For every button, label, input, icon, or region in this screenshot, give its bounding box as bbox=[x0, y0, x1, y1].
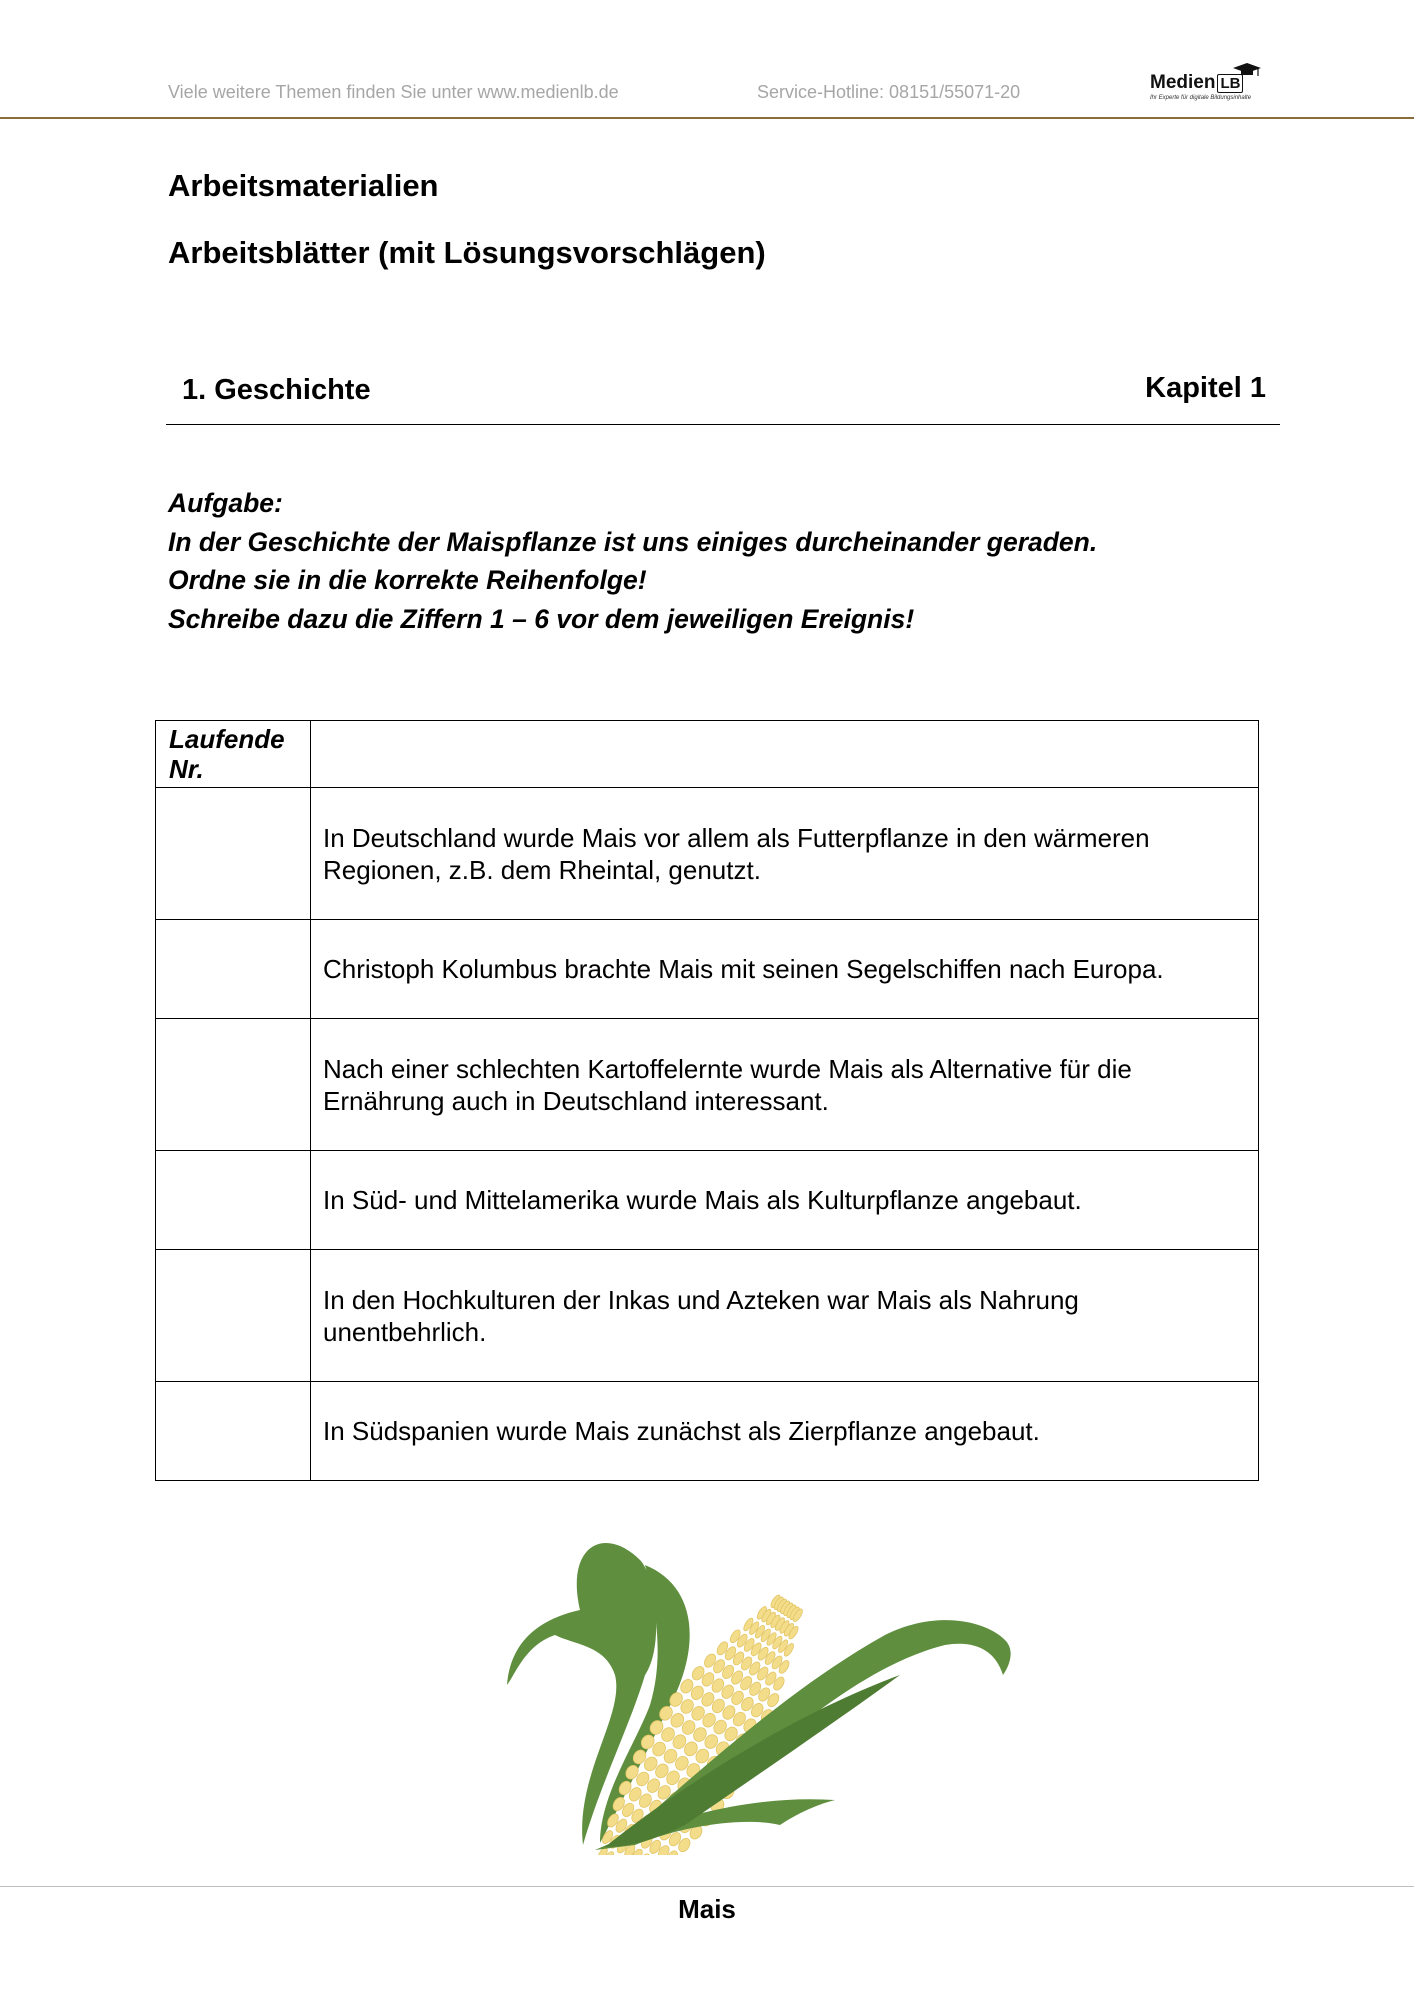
page-subtitle: Arbeitsblätter (mit Lösungsvorschlägen) bbox=[168, 235, 766, 270]
event-text-cell: In Süd- und Mittelamerika wurde Mais als Kulturpflanze angebaut. bbox=[311, 1151, 1259, 1250]
task-line: Ordne sie in die korrekte Reihenfolge! bbox=[168, 565, 647, 595]
section-title: 1. Geschichte bbox=[182, 374, 371, 406]
graduation-cap-icon bbox=[1232, 62, 1262, 78]
header-website-text: Viele weitere Themen finden Sie unter www.medienlb.de bbox=[168, 82, 619, 102]
table-row bbox=[156, 788, 1259, 920]
table-row bbox=[156, 1382, 1259, 1481]
header-cell-text bbox=[311, 721, 1259, 788]
event-text-cell: In den Hochkulturen der Inkas und Azteken war Mais als Nahrung unentbehrlich. bbox=[311, 1250, 1259, 1382]
events-table bbox=[155, 720, 1259, 1481]
order-number-cell[interactable] bbox=[156, 920, 311, 1019]
medienlb-logo bbox=[1150, 62, 1262, 108]
event-text-cell: Christoph Kolumbus brachte Mais mit seinen Segelschiffen nach Europa. bbox=[311, 920, 1259, 1019]
page-title: Arbeitsmaterialien bbox=[168, 168, 439, 203]
order-number-cell[interactable] bbox=[156, 1250, 311, 1382]
footer-divider bbox=[0, 1886, 1414, 1887]
logo-tagline: Ihr Experte für digitale Bildungsinhalte bbox=[1150, 95, 1252, 101]
header-divider bbox=[0, 117, 1414, 119]
table-row bbox=[156, 1250, 1259, 1382]
task-heading: Aufgabe: bbox=[168, 488, 283, 518]
event-text-cell: Nach einer schlechten Kartoffelernte wurde Mais als Alternative für die Ernährung auch in Deutschland interessant. bbox=[311, 1019, 1259, 1151]
footer-title: Mais bbox=[678, 1894, 736, 1924]
event-text-cell: In Südspanien wurde Mais zunächst als Zierpflanze angebaut. bbox=[311, 1382, 1259, 1481]
section-divider bbox=[166, 424, 1280, 425]
table-header-row bbox=[156, 721, 1259, 788]
order-number-cell[interactable] bbox=[156, 1019, 311, 1151]
header-cell-nr: Laufende Nr. bbox=[156, 721, 311, 788]
order-number-cell[interactable] bbox=[156, 788, 311, 920]
corn-cob-icon bbox=[505, 1525, 1035, 1855]
table-row bbox=[156, 1019, 1259, 1151]
header-hotline-text: Service-Hotline: 08151/55071-20 bbox=[757, 82, 1021, 102]
logo-wordmark-suffix: LB bbox=[1217, 74, 1243, 93]
table-row bbox=[156, 920, 1259, 1019]
task-instructions bbox=[168, 484, 1097, 638]
table-row bbox=[156, 1151, 1259, 1250]
chapter-label: Kapitel 1 bbox=[1145, 372, 1266, 404]
task-line: Schreibe dazu die Ziffern 1 – 6 vor dem jeweiligen Ereignis! bbox=[168, 603, 915, 634]
order-number-cell[interactable] bbox=[156, 1151, 311, 1250]
event-text-cell: In Deutschland wurde Mais vor allem als Futterpflanze in den wärmeren Regionen, z.B. dem Rheintal, genutzt. bbox=[311, 788, 1259, 920]
order-number-cell[interactable] bbox=[156, 1382, 311, 1481]
task-line: In der Geschichte der Maispflanze ist uns einiges durcheinander geraden. bbox=[168, 526, 1098, 557]
logo-wordmark: Medien LB bbox=[1150, 72, 1243, 94]
